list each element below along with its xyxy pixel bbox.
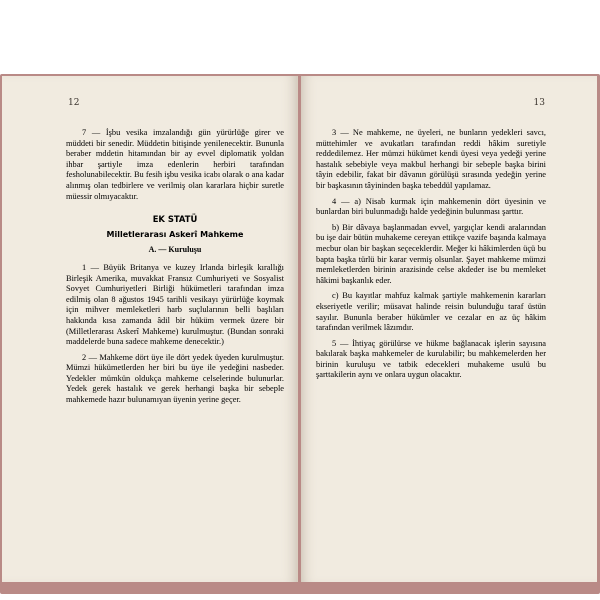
article-4b: b) Bir dâvaya başlanmadan evvel, yargıçlar kendi aralarından bu işe dair bütün muhakeme cereyan ettikçe vazife başında kalmaya mecbur olan bir başkan seçeceklerdir. Meğer ki hâkimlerden üçü bu bapta başka türlü bir karar vermiş olsunlar. Şayet mahkeme mümzi memleketlerden birinin arazisinde celse akdeder ise bu memleket hâkimi başkanlık eder. — [316, 222, 546, 285]
section-a-title: A. — Kuruluşu — [148, 245, 202, 255]
article-5: 5 — İhtiyaç görülürse ve hükme bağlanacak işlerin sayısına bakılarak başka mahkemeler de kurulabilir; bu mahkemelerden her birinin kuruluşu ve tatbik edecekleri muhakeme usulü bu şarttakilerin aynı ve onlara uygun olacaktır. — [316, 338, 546, 380]
article-3: 3 — Ne mahkeme, ne üyeleri, ne bunların yedekleri savcı, müttehimler ve avukatları tarafından reddi hâkim suretiyle reddedilemez. Her mümzi hükümet kendi üyesi veya yedeği yerine hastalık sebebiyle veya makbul herhangi bir sebeple başka birini tâyin edebilir, fakat bir dâvanın görülüşü sırasında yedeğin yerine bir başkasının tâyininden başka tebeddül yapılamaz. — [316, 128, 546, 190]
article-4c: c) Bu kayıtlar mahfuz kalmak şartiyle mahkemenin kararları ekseriyetle verilir; müsavat halinde reisin bulunduğu taraf üstün sayılır. Bununla beraber hükümler ve cezalar en az üç hâkim tarafından verilmek lâzımdır. — [316, 291, 546, 333]
right-page-text — [316, 128, 546, 386]
article-1: 1 — Büyük Britanya ve kuzey Irlanda birleşik kırallığı Birleşik Amerika, muvakkat Fransız Cumhuriyeti ve Sosyalist Sovyet Cumhuriyetleri Birliği hükümetleri tarafından imza edilmiş olan 8 ağustos 1945 tarihli vesikayı yürürlüğe koymak için mihver memleketleri harb suçlularının belli başlıları hakkında kısa zamanda âdil bir hüküm vermek üzere bir (Milletlerarası Askerî Mahkeme) kurulmuştur. (Bundan sonraki maddelerde buna sadece mahkeme denecektir.) — [66, 262, 284, 347]
article-7: 7 — İşbu vesika imzalandığı gün yürürlüğe girer ve müddeti bir senedir. Müddetin bitişinde yenilenecektir. Bununla beraber mddetin hitamından bir ay evvel diplomatik yoldan ihbar şartiyle imza edenlerin herbiri tarafından fesholunabilecektir. Bu fesih işbu vesika icabı olarak o ana kadar alınmış olan tedbirlere ve verilmiş olan kararlara hiçbir suretle müessir olmıyacaktır. — [66, 128, 284, 201]
article-4a: 4 — a) Nisab kurmak için mahkemenin dört üyesinin ve bunlardan biri bulunmadığı halde yedeğinin bulunması şarttır. — [316, 196, 546, 217]
page-number-right: 13 — [533, 98, 545, 108]
appendix-title: EK STATÜ — [152, 214, 198, 225]
left-page-text — [66, 128, 284, 411]
page-number-left: 12 — [68, 98, 80, 108]
tribunal-title: Milletlerarası Askerî Mahkeme — [106, 229, 244, 239]
article-2: 2 — Mahkeme dört üye ile dört yedek üyeden kurulmuştur. Mümzi hükümetlerden her biri bu üye ile yedeğini nasbeder. Yedekler mümkün oldukça mahkeme celselerinde bulunurlar. Yedek gerek hastalık ve gerek herhangi başka bir sebeple mahkemede hazır bulunamıyan üyenin yerine geçer. — [66, 352, 284, 405]
